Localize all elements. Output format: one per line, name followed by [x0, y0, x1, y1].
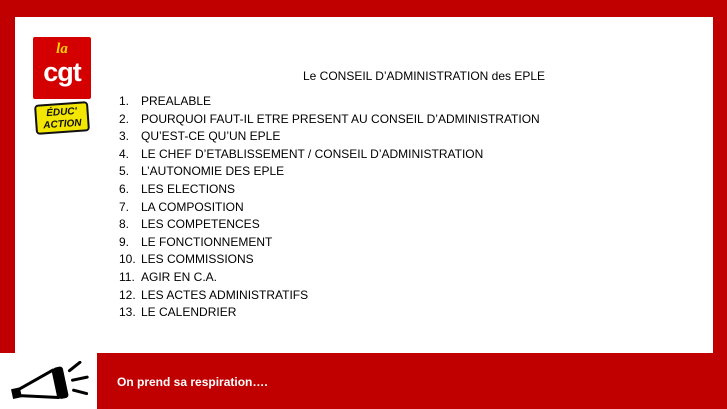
list-item: [119, 304, 540, 322]
logo-la-text: la: [56, 41, 68, 57]
page-title: Le CONSEIL D’ADMINISTRATION des EPLE: [302, 69, 546, 83]
item-label: QU’EST-CE QU’UN EPLE: [141, 129, 281, 144]
item-label: LES COMMISSIONS: [141, 252, 254, 267]
item-number: 3.: [119, 129, 130, 144]
list-item: [119, 234, 540, 252]
list-item: [119, 128, 540, 146]
item-label: AGIR EN C.A.: [141, 269, 218, 284]
slide: [15, 17, 713, 353]
item-number: 4.: [119, 146, 130, 161]
list-item: [119, 181, 540, 199]
item-number: 8.: [119, 217, 130, 232]
item-label: LES ACTES ADMINISTRATIFS: [141, 287, 309, 302]
item-number: 11.: [119, 269, 135, 284]
item-label: L’AUTONOMIE DES EPLE: [141, 164, 285, 179]
item-label: LES COMPETENCES: [141, 217, 260, 232]
list-item: [119, 269, 540, 287]
list-item: [119, 163, 540, 181]
educ-action-badge: [34, 101, 90, 135]
logo-action-text: ACTION: [42, 117, 82, 132]
list-item: [119, 251, 540, 269]
logo-cgt-text: cgt: [43, 57, 81, 87]
item-label: PREALABLE: [141, 94, 212, 108]
item-number: 7.: [119, 199, 130, 214]
item-number: 13.: [119, 305, 136, 320]
item-label: LE FONCTIONNEMENT: [141, 234, 273, 249]
item-number: 10.: [119, 252, 136, 267]
item-number: 1.: [119, 94, 130, 108]
item-number: 6.: [119, 181, 130, 196]
megaphone-panel: [0, 353, 97, 409]
logo-educ-text: ÉDUC': [45, 105, 78, 120]
list-item: [119, 216, 540, 234]
item-number: 12.: [119, 287, 136, 302]
item-number: 5.: [119, 164, 130, 179]
cgt-logo-block: [33, 37, 91, 99]
agenda-list: [119, 93, 540, 322]
list-item: [119, 111, 540, 129]
list-item: [119, 93, 540, 111]
item-label: POURQUOI FAUT-IL ETRE PRESENT AU CONSEIL D’ADMINISTRATION: [141, 111, 540, 126]
list-item: [119, 287, 540, 305]
list-item: [119, 146, 540, 164]
megaphone-icon: [8, 361, 92, 405]
item-label: LE CHEF D’ETABLISSEMENT / CONSEIL D’ADMINISTRATION: [141, 146, 484, 161]
item-label: LES ELECTIONS: [141, 181, 236, 196]
item-label: LA COMPOSITION: [141, 199, 244, 214]
item-number: 9.: [119, 234, 130, 249]
footer-caption: On prend sa respiration….: [117, 375, 268, 389]
cgt-educ-action-logo: [33, 37, 91, 137]
item-label: LE CALENDRIER: [141, 305, 237, 320]
item-number: 2.: [119, 111, 130, 126]
list-item: [119, 199, 540, 217]
